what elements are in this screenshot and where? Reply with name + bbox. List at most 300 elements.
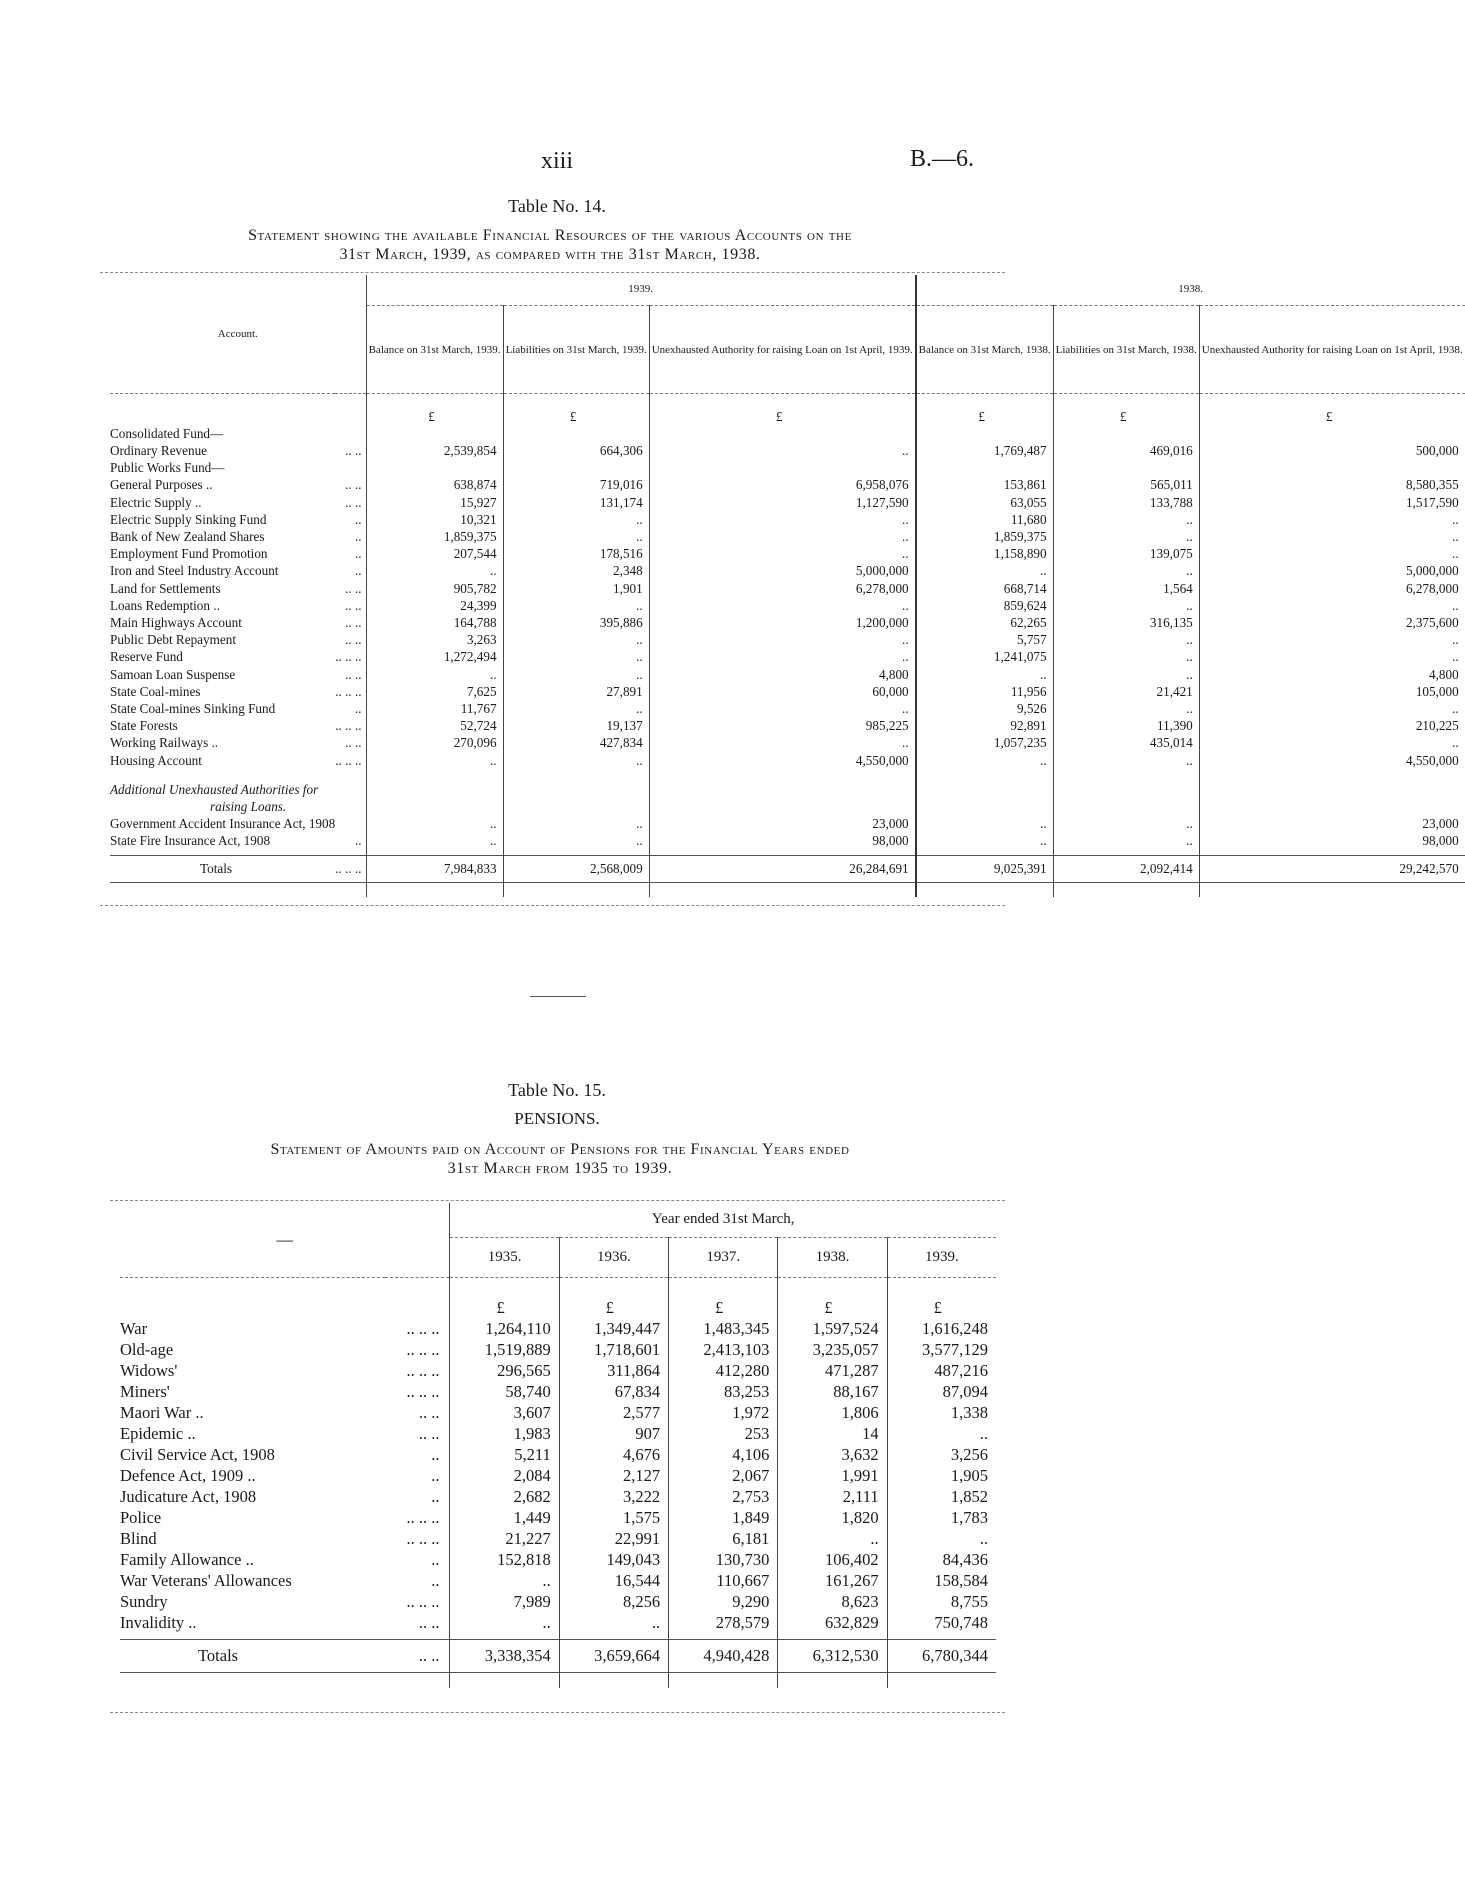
total-value: 7,984,833 bbox=[366, 856, 503, 883]
cell-value: 1,338 bbox=[887, 1402, 996, 1423]
leader-dots: .. .. .. bbox=[406, 1361, 440, 1380]
cell-value: 500,000 bbox=[1199, 442, 1464, 459]
leader-dots: .. .. bbox=[345, 632, 362, 648]
cell-value: 52,724 bbox=[366, 717, 503, 734]
cell-value: .. bbox=[559, 1612, 668, 1633]
cell-value: 1,852 bbox=[887, 1486, 996, 1507]
cell-value: .. bbox=[1053, 648, 1199, 665]
total-value: 26,284,691 bbox=[649, 856, 915, 883]
cell-value: 2,682 bbox=[450, 1486, 559, 1507]
leader-dots: .. bbox=[431, 1466, 440, 1485]
cell-value: 23,000 bbox=[1199, 815, 1464, 832]
cell-value: 5,000,000 bbox=[649, 562, 915, 579]
cell-value: 105,000 bbox=[1199, 683, 1464, 700]
account-name: Reserve Fund bbox=[110, 649, 183, 665]
leader-dots: .. .. bbox=[345, 477, 362, 493]
leader-dots: .. bbox=[355, 511, 362, 527]
leader-dots: .. .. bbox=[345, 494, 362, 510]
cell-value: .. bbox=[916, 752, 1053, 769]
cell-value: .. bbox=[1199, 700, 1464, 717]
currency-symbol: £ bbox=[366, 408, 503, 425]
table-row bbox=[110, 528, 1465, 545]
cell-value: 1,597,524 bbox=[778, 1318, 887, 1339]
cell-value: 2,753 bbox=[669, 1486, 778, 1507]
additional-heading-line2: raising Loans. bbox=[210, 798, 287, 814]
cell-value: 3,256 bbox=[887, 1444, 996, 1465]
cell-value: 1,905 bbox=[887, 1465, 996, 1486]
account-name: Employment Fund Promotion bbox=[110, 546, 268, 562]
cell-value: 1,517,590 bbox=[1199, 494, 1464, 511]
cell-value bbox=[366, 459, 503, 476]
cell-value: 207,544 bbox=[366, 545, 503, 562]
cell-value: 5,211 bbox=[450, 1444, 559, 1465]
cell-value: 1,859,375 bbox=[916, 528, 1053, 545]
cell-value: 1,849 bbox=[669, 1507, 778, 1528]
total-value: 4,940,428 bbox=[669, 1639, 778, 1672]
cell-value: 664,306 bbox=[503, 442, 649, 459]
cell-value: 1,241,075 bbox=[916, 648, 1053, 665]
cell-value: 1,483,345 bbox=[669, 1318, 778, 1339]
currency-symbol: £ bbox=[503, 408, 649, 425]
table14-subtitle-line1: Statement showing the available Financial Resources of the various Accounts on the bbox=[248, 227, 852, 244]
year-1939-header: 1939. bbox=[366, 275, 916, 306]
account-name: State Coal-mines bbox=[110, 683, 201, 699]
leader-dots: .. bbox=[431, 1550, 440, 1569]
currency-row bbox=[110, 408, 1465, 425]
table15-subtitle-line2: 31st March from 1935 to 1939. bbox=[447, 1160, 673, 1177]
cell-value: 15,927 bbox=[366, 494, 503, 511]
cell-value: 2,127 bbox=[559, 1465, 668, 1486]
pension-category: Widows' bbox=[120, 1361, 178, 1380]
account-name: General Purposes .. bbox=[110, 477, 213, 493]
cell-value: 60,000 bbox=[649, 683, 915, 700]
cell-value: 98,000 bbox=[649, 832, 915, 849]
cell-value: .. bbox=[503, 511, 649, 528]
cell-value: 4,676 bbox=[559, 1444, 668, 1465]
cell-value bbox=[916, 425, 1053, 442]
table-row bbox=[120, 1444, 996, 1465]
table-row bbox=[110, 494, 1465, 511]
cell-value: 719,016 bbox=[503, 476, 649, 493]
cell-value: 278,579 bbox=[669, 1612, 778, 1633]
account-name: State Coal-mines Sinking Fund bbox=[110, 700, 276, 716]
cell-value: .. bbox=[916, 815, 1053, 832]
cell-value: .. bbox=[366, 666, 503, 683]
cell-value: 427,834 bbox=[503, 734, 649, 751]
leader-dots: .. .. bbox=[418, 1613, 440, 1632]
cell-value bbox=[1053, 425, 1199, 442]
currency-symbol: £ bbox=[669, 1297, 778, 1318]
table-row bbox=[120, 1465, 996, 1486]
col-unexhausted-1938: Unexhausted Authority for raising Loan on 1st April, 1938. bbox=[1199, 306, 1464, 394]
cell-value: 139,075 bbox=[1053, 545, 1199, 562]
table14 bbox=[110, 275, 1465, 897]
cell-value: 87,094 bbox=[887, 1381, 996, 1402]
account-name: Main Highways Account bbox=[110, 614, 242, 630]
year-header-1936: 1936. bbox=[559, 1237, 668, 1277]
total-value: 2,568,009 bbox=[503, 856, 649, 883]
leader-dots: .. .. .. bbox=[335, 718, 362, 734]
cell-value: 6,181 bbox=[669, 1528, 778, 1549]
currency-symbol: £ bbox=[1199, 408, 1464, 425]
leader-dots: .. .. bbox=[345, 735, 362, 751]
table-row bbox=[120, 1486, 996, 1507]
year-ended-header: Year ended 31st March, bbox=[450, 1203, 996, 1237]
cell-value: 1,769,487 bbox=[916, 442, 1053, 459]
cell-value: 210,225 bbox=[1199, 717, 1464, 734]
table-row bbox=[110, 476, 1465, 493]
cell-value: 3,222 bbox=[559, 1486, 668, 1507]
cell-value: 19,137 bbox=[503, 717, 649, 734]
cell-value: .. bbox=[649, 511, 915, 528]
cell-value: .. bbox=[1053, 631, 1199, 648]
col-balance-1939: Balance on 31st March, 1939. bbox=[366, 306, 503, 394]
table15-bottom-rule bbox=[110, 1712, 1005, 1713]
leader-dots: .. .. .. bbox=[406, 1508, 440, 1527]
cell-value: 27,891 bbox=[503, 683, 649, 700]
leader-dots: .. .. .. bbox=[335, 752, 362, 768]
account-name: Working Railways .. bbox=[110, 735, 219, 751]
table-row bbox=[120, 1570, 996, 1591]
cell-value: 6,278,000 bbox=[1199, 580, 1464, 597]
table-row bbox=[110, 545, 1465, 562]
cell-value: 5,757 bbox=[916, 631, 1053, 648]
cell-value: 7,625 bbox=[366, 683, 503, 700]
cell-value: 149,043 bbox=[559, 1549, 668, 1570]
cell-value bbox=[1053, 459, 1199, 476]
account-name: Land for Settlements bbox=[110, 580, 221, 596]
cell-value: 1,519,889 bbox=[450, 1339, 559, 1360]
cell-value: .. bbox=[503, 666, 649, 683]
year-header-1939: 1939. bbox=[887, 1237, 996, 1277]
year-header-1935: 1935. bbox=[450, 1237, 559, 1277]
col-unexhausted-1939: Unexhausted Authority for raising Loan on 1st April, 1939. bbox=[649, 306, 915, 394]
cell-value: .. bbox=[649, 631, 915, 648]
cell-value: 1,200,000 bbox=[649, 614, 915, 631]
leader-dots: .. bbox=[355, 700, 362, 716]
cell-value: .. bbox=[1199, 528, 1464, 545]
year-header-1937: 1937. bbox=[669, 1237, 778, 1277]
cell-value: .. bbox=[450, 1570, 559, 1591]
total-value: 9,025,391 bbox=[916, 856, 1053, 883]
cell-value: .. bbox=[1053, 815, 1199, 832]
account-name: Government Accident Insurance Act, 1908 bbox=[110, 816, 336, 832]
leader-dots bbox=[335, 815, 366, 832]
cell-value: 133,788 bbox=[1053, 494, 1199, 511]
table-row bbox=[110, 717, 1465, 734]
cell-value: 152,818 bbox=[450, 1549, 559, 1570]
cell-value: 1,349,447 bbox=[559, 1318, 668, 1339]
cell-value: 6,958,076 bbox=[649, 476, 915, 493]
cell-value: .. bbox=[503, 752, 649, 769]
cell-value: .. bbox=[649, 442, 915, 459]
cell-value: 21,421 bbox=[1053, 683, 1199, 700]
cell-value: .. bbox=[1053, 832, 1199, 849]
cell-value: 58,740 bbox=[450, 1381, 559, 1402]
cell-value: 1,972 bbox=[669, 1402, 778, 1423]
table-row bbox=[110, 815, 1465, 832]
cell-value: 985,225 bbox=[649, 717, 915, 734]
cell-value: .. bbox=[649, 700, 915, 717]
cell-value: 130,730 bbox=[669, 1549, 778, 1570]
cell-value: 1,991 bbox=[778, 1465, 887, 1486]
cell-value: 1,264,110 bbox=[450, 1318, 559, 1339]
cell-value: 1,806 bbox=[778, 1402, 887, 1423]
currency-symbol: £ bbox=[916, 408, 1053, 425]
table-row bbox=[110, 648, 1465, 665]
cell-value: .. bbox=[366, 752, 503, 769]
leader-dots: .. bbox=[431, 1571, 440, 1590]
account-name: Consolidated Fund— bbox=[110, 425, 224, 441]
cell-value: .. bbox=[916, 666, 1053, 683]
cell-value: .. bbox=[450, 1612, 559, 1633]
cell-value: 22,991 bbox=[559, 1528, 668, 1549]
cell-value: 62,265 bbox=[916, 614, 1053, 631]
total-value: 6,312,530 bbox=[778, 1639, 887, 1672]
account-name: Housing Account bbox=[110, 752, 202, 768]
cell-value: 907 bbox=[559, 1423, 668, 1444]
leader-dots: .. .. bbox=[345, 614, 362, 630]
cell-value: .. bbox=[1199, 511, 1464, 528]
cell-value: 638,874 bbox=[366, 476, 503, 493]
table15-top-rule bbox=[110, 1200, 1005, 1201]
table-row bbox=[120, 1528, 996, 1549]
totals-label: Totals bbox=[200, 861, 233, 877]
cell-value: .. bbox=[649, 734, 915, 751]
cell-value: .. bbox=[1053, 562, 1199, 579]
cell-value: .. bbox=[1053, 666, 1199, 683]
cell-value: .. bbox=[887, 1423, 996, 1444]
account-name: Samoan Loan Suspense bbox=[110, 666, 236, 682]
cell-value: 565,011 bbox=[1053, 476, 1199, 493]
cell-value: 668,714 bbox=[916, 580, 1053, 597]
leader-dots: .. bbox=[355, 546, 362, 562]
cell-value: 8,623 bbox=[778, 1591, 887, 1612]
leader-dots: .. .. .. bbox=[335, 683, 362, 699]
cell-value: .. bbox=[1053, 528, 1199, 545]
leader-dots bbox=[335, 425, 366, 442]
cell-value: .. bbox=[1053, 511, 1199, 528]
table-row bbox=[110, 832, 1465, 849]
cell-value: 1,820 bbox=[778, 1507, 887, 1528]
additional-heading-line1: Additional Unexhausted Authorities for bbox=[110, 781, 319, 797]
cell-value: .. bbox=[366, 562, 503, 579]
cell-value: 23,000 bbox=[649, 815, 915, 832]
cell-value: 14 bbox=[778, 1423, 887, 1444]
cell-value: 3,632 bbox=[778, 1444, 887, 1465]
cell-value: 2,348 bbox=[503, 562, 649, 579]
table15-subtitle-line1: Statement of Amounts paid on Account of Pensions for the Financial Years ended bbox=[270, 1141, 850, 1158]
table14-subtitle-line2: 31st March, 1939, as compared with the 31st March, 1938. bbox=[339, 246, 761, 263]
currency-symbol: £ bbox=[1053, 408, 1199, 425]
cell-value: 3,577,129 bbox=[887, 1339, 996, 1360]
currency-symbol: £ bbox=[649, 408, 915, 425]
totals-row bbox=[110, 856, 1465, 883]
totals-dots: .. .. .. bbox=[335, 861, 362, 877]
cell-value: 11,956 bbox=[916, 683, 1053, 700]
cell-value: 83,253 bbox=[669, 1381, 778, 1402]
cell-value: .. bbox=[778, 1528, 887, 1549]
cell-value: 1,057,235 bbox=[916, 734, 1053, 751]
cell-value: 131,174 bbox=[503, 494, 649, 511]
cell-value bbox=[649, 425, 915, 442]
leader-dots: .. bbox=[355, 563, 362, 579]
pension-category: Maori War .. bbox=[120, 1403, 204, 1422]
cell-value: 1,859,375 bbox=[366, 528, 503, 545]
cell-value: .. bbox=[503, 815, 649, 832]
account-name: Public Works Fund— bbox=[110, 460, 225, 476]
cell-value: 158,584 bbox=[887, 1570, 996, 1591]
cell-value: 859,624 bbox=[916, 597, 1053, 614]
leader-dots: .. .. .. bbox=[406, 1529, 440, 1548]
cell-value: 67,834 bbox=[559, 1381, 668, 1402]
total-value: 3,338,354 bbox=[450, 1639, 559, 1672]
pension-category: Miners' bbox=[120, 1382, 170, 1401]
cell-value: 4,800 bbox=[1199, 666, 1464, 683]
table-row bbox=[110, 459, 1465, 476]
cell-value: 2,111 bbox=[778, 1486, 887, 1507]
cell-value: .. bbox=[1053, 752, 1199, 769]
cell-value bbox=[1199, 459, 1464, 476]
table-row bbox=[110, 580, 1465, 597]
cell-value: 2,375,600 bbox=[1199, 614, 1464, 631]
account-name: Loans Redemption .. bbox=[110, 597, 220, 613]
cell-value: 9,526 bbox=[916, 700, 1053, 717]
table-row bbox=[120, 1381, 996, 1402]
table-row bbox=[120, 1591, 996, 1612]
table-row bbox=[110, 442, 1465, 459]
cell-value: .. bbox=[366, 832, 503, 849]
cell-value: 178,516 bbox=[503, 545, 649, 562]
cell-value: 253 bbox=[669, 1423, 778, 1444]
table-row bbox=[110, 631, 1465, 648]
cell-value: .. bbox=[1053, 597, 1199, 614]
cell-value: 8,256 bbox=[559, 1591, 668, 1612]
cell-value: 4,550,000 bbox=[649, 752, 915, 769]
account-name: State Fire Insurance Act, 1908 bbox=[110, 833, 271, 849]
cell-value: 63,055 bbox=[916, 494, 1053, 511]
currency-row bbox=[120, 1297, 996, 1318]
cell-value: 750,748 bbox=[887, 1612, 996, 1633]
account-name: Public Debt Repayment bbox=[110, 632, 236, 648]
cell-value: 11,680 bbox=[916, 511, 1053, 528]
cell-value bbox=[916, 459, 1053, 476]
leader-dots: .. .. bbox=[345, 442, 362, 458]
account-name: Bank of New Zealand Shares bbox=[110, 528, 265, 544]
cell-value: .. bbox=[1199, 597, 1464, 614]
cell-value: .. bbox=[1199, 545, 1464, 562]
cell-value: 6,278,000 bbox=[649, 580, 915, 597]
cell-value: 84,436 bbox=[887, 1549, 996, 1570]
cell-value: 1,449 bbox=[450, 1507, 559, 1528]
cell-value: 4,550,000 bbox=[1199, 752, 1464, 769]
leader-dots: .. bbox=[355, 528, 362, 544]
table-row bbox=[120, 1402, 996, 1423]
table-row bbox=[120, 1612, 996, 1633]
table-row bbox=[110, 425, 1465, 442]
account-name: State Forests bbox=[110, 718, 178, 734]
currency-symbol: £ bbox=[559, 1297, 668, 1318]
cell-value: 92,891 bbox=[916, 717, 1053, 734]
table-row bbox=[110, 614, 1465, 631]
cell-value: 487,216 bbox=[887, 1360, 996, 1381]
cell-value: 1,901 bbox=[503, 580, 649, 597]
account-header: Account. bbox=[217, 328, 258, 340]
cell-value: .. bbox=[503, 528, 649, 545]
totals-row bbox=[120, 1639, 996, 1672]
year-header-1938: 1938. bbox=[778, 1237, 887, 1277]
cell-value: .. bbox=[1199, 648, 1464, 665]
table15-title: Table No. 15. bbox=[508, 1080, 606, 1100]
leader-dots: .. bbox=[431, 1445, 440, 1464]
cell-value bbox=[1199, 425, 1464, 442]
leader-dots: .. .. .. bbox=[406, 1382, 440, 1401]
cell-value: 3,235,057 bbox=[778, 1339, 887, 1360]
cell-value: 471,287 bbox=[778, 1360, 887, 1381]
section-divider bbox=[530, 996, 586, 997]
currency-symbol: £ bbox=[778, 1297, 887, 1318]
leader-dots: .. bbox=[431, 1487, 440, 1506]
total-value: 3,659,664 bbox=[559, 1639, 668, 1672]
account-name: Iron and Steel Industry Account bbox=[110, 563, 279, 579]
cell-value: 905,782 bbox=[366, 580, 503, 597]
cell-value: .. bbox=[1199, 734, 1464, 751]
pension-category: Sundry bbox=[120, 1592, 168, 1611]
cell-value: 1,158,890 bbox=[916, 545, 1053, 562]
cell-value: .. bbox=[366, 815, 503, 832]
cell-value bbox=[366, 425, 503, 442]
table-row bbox=[110, 683, 1465, 700]
cell-value: 7,989 bbox=[450, 1591, 559, 1612]
table15 bbox=[120, 1203, 996, 1688]
table-row bbox=[120, 1549, 996, 1570]
cell-value: 4,800 bbox=[649, 666, 915, 683]
cell-value: 110,667 bbox=[669, 1570, 778, 1591]
leader-dots: .. .. bbox=[345, 597, 362, 613]
leader-dots: .. .. .. bbox=[335, 649, 362, 665]
cell-value: .. bbox=[649, 545, 915, 562]
col-balance-1938: Balance on 31st March, 1938. bbox=[916, 306, 1053, 394]
cell-value: .. bbox=[503, 648, 649, 665]
page-number: xiii bbox=[540, 148, 573, 174]
cell-value: 1,272,494 bbox=[366, 648, 503, 665]
totals-dots: .. .. bbox=[418, 1646, 440, 1665]
cell-value: 24,399 bbox=[366, 597, 503, 614]
account-name: Electric Supply .. bbox=[110, 494, 202, 510]
table14-title: Table No. 14. bbox=[508, 196, 606, 216]
cell-value: 2,577 bbox=[559, 1402, 668, 1423]
table-row bbox=[110, 734, 1465, 751]
cell-value: 10,321 bbox=[366, 511, 503, 528]
leader-dots: .. bbox=[355, 833, 362, 849]
currency-symbol: £ bbox=[887, 1297, 996, 1318]
pension-category: Blind bbox=[120, 1529, 157, 1548]
cell-value: .. bbox=[503, 631, 649, 648]
cell-value: 21,227 bbox=[450, 1528, 559, 1549]
cell-value: 153,861 bbox=[916, 476, 1053, 493]
pension-category: Civil Service Act, 1908 bbox=[120, 1445, 275, 1464]
leader-dots: .. .. bbox=[418, 1403, 440, 1422]
table-row bbox=[120, 1339, 996, 1360]
cell-value: 435,014 bbox=[1053, 734, 1199, 751]
cell-value: 1,564 bbox=[1053, 580, 1199, 597]
pension-category: Defence Act, 1909 .. bbox=[120, 1466, 256, 1485]
table15-stub-header: — bbox=[276, 1230, 293, 1250]
table-row bbox=[120, 1318, 996, 1339]
pension-category: Epidemic .. bbox=[120, 1424, 196, 1443]
cell-value: .. bbox=[916, 832, 1053, 849]
cell-value: 3,263 bbox=[366, 631, 503, 648]
